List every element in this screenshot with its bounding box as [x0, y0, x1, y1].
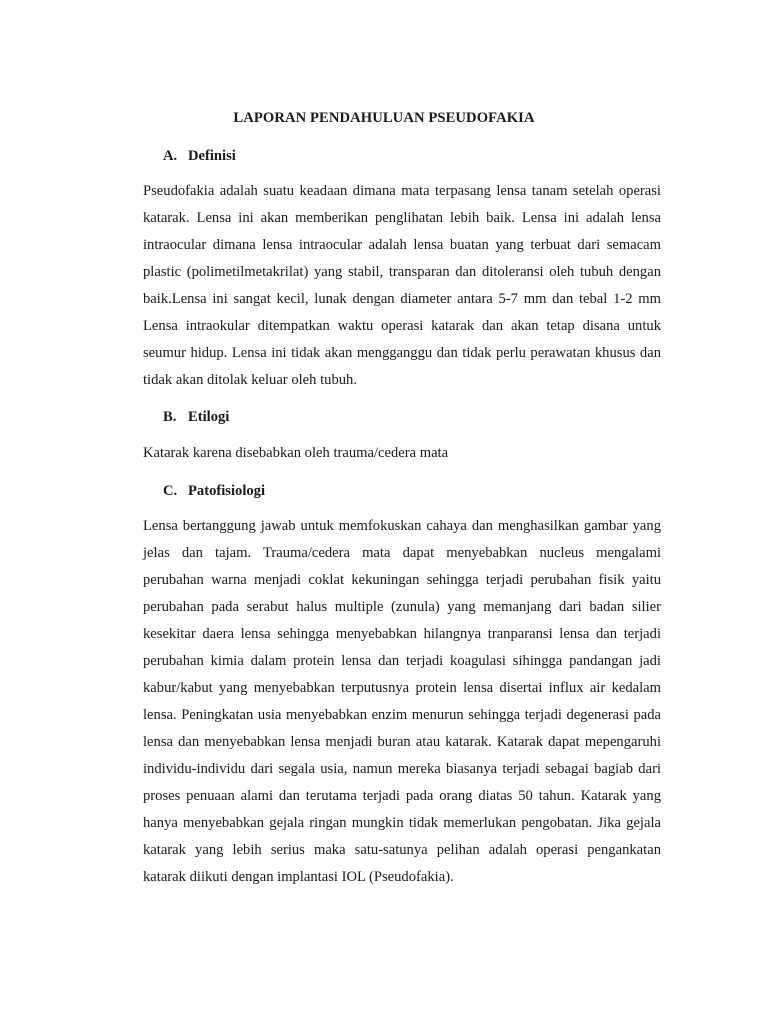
text-line: kesekitar daera lensa sehingga menyebabkan hilangnya tranparansi lensa dan terjadi	[143, 626, 661, 642]
section-heading-etilogi	[163, 409, 229, 426]
text-line: proses penuaan alami dan terutama terjadi pada orang diatas 50 tahun. Katarak yang	[143, 788, 661, 804]
text-line: lensa dan menyebabkan lensa menjadi buran atau katarak. Katarak dapat mepengaruhi	[143, 734, 661, 750]
section-heading-patofisiologi	[163, 483, 265, 500]
text-line: seumur hidup. Lensa ini tidak akan mengganggu dan tidak perlu perawatan khusus dan	[143, 345, 661, 361]
text-line: katarak diikuti dengan implantasi IOL (Pseudofakia).	[143, 869, 454, 885]
text-line: perubahan warna menjadi coklat kekuningan sehingga terjadi perubahan fisik yaitu	[143, 572, 661, 588]
text-line: baik.Lensa ini sangat kecil, lunak dengan diameter antara 5-7 mm dan tebal 1-2 mm	[143, 291, 661, 307]
text-line: tidak akan ditolak keluar oleh tubuh.	[143, 372, 357, 388]
section-heading-definisi	[163, 148, 236, 165]
text-line: jelas dan tajam. Trauma/cedera mata dapat menyebabkan nucleus mengalami	[143, 545, 661, 561]
text-line: Lensa bertanggung jawab untuk memfokuskan cahaya dan menghasilkan gambar yang	[143, 518, 661, 534]
text-line: hanya menyebabkan gejala ringan mungkin tidak memerlukan pengobatan. Jika gejala	[143, 815, 661, 831]
text-line: kabur/kabut yang menyebabkan terputusnya protein lensa disertai influx air kedalam	[143, 680, 661, 696]
text-line: Lensa intraokular ditempatkan waktu operasi katarak dan akan tetap disana untuk	[143, 318, 661, 334]
section-letter: B.	[163, 409, 177, 425]
section-letter: C.	[163, 483, 178, 499]
paragraph-definisi	[143, 178, 661, 394]
text-line: Katarak karena disebabkan oleh trauma/cedera mata	[143, 445, 449, 461]
section-title: Etilogi	[188, 409, 230, 425]
text-line: individu-individu dari segala usia, namun mereka biasanya terjadi sebagai bagiab dari	[143, 761, 661, 777]
section-letter: A.	[163, 148, 178, 164]
paragraph-patofisiologi	[143, 513, 661, 891]
text-line: perubahan pada serabut halus multiple (zunula) yang memanjang dari badan silier	[143, 599, 661, 615]
section-title: Patofisiologi	[188, 483, 266, 499]
document-title: LAPORAN PENDAHULUAN PSEUDOFAKIA	[233, 110, 535, 126]
section-title: Definisi	[188, 148, 236, 164]
text-line: katarak. Lensa ini akan memberikan penglihatan lebih baik. Lensa ini adalah lensa	[143, 210, 661, 226]
text-line: perubahan kimia dalam protein lensa dan terjadi koagulasi sihingga pandangan jadi	[143, 653, 661, 669]
text-line: katarak yang lebih serius maka satu-satunya pelihan adalah operasi pengankatan	[143, 842, 661, 858]
paragraph-etilogi	[143, 440, 661, 467]
text-line: Pseudofakia adalah suatu keadaan dimana mata terpasang lensa tanam setelah operasi	[143, 183, 661, 199]
text-line: lensa. Peningkatan usia menyebabkan enzim menurun sehingga terjadi degenerasi pada	[143, 707, 661, 723]
text-line: intraocular dimana lensa intraocular adalah lensa buatan yang terbuat dari semacam	[143, 237, 661, 253]
text-line: plastic (polimetilmetakrilat) yang stabil, transparan dan ditoleransi oleh tubuh dengan	[143, 264, 661, 280]
